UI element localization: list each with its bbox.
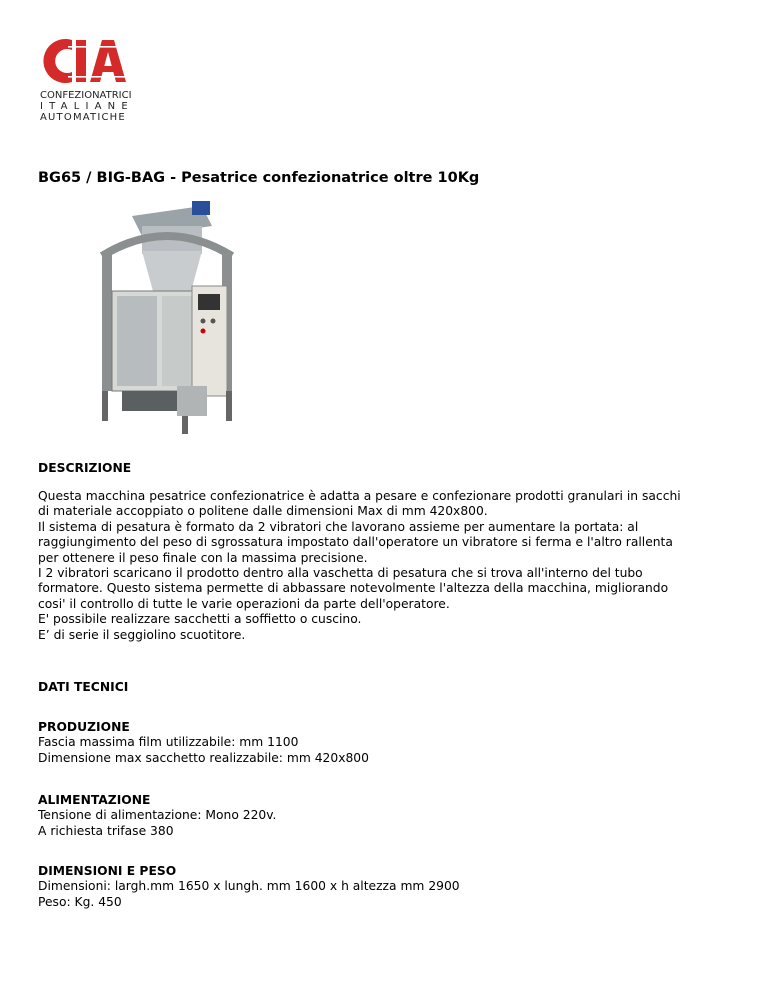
desc-line: formatore. Questo sistema permette di abbassare notevolmente l'altezza della macchina, migliorando [38, 581, 669, 596]
produzione-line: Fascia massima film utilizzabile: mm 1100 [38, 735, 299, 750]
cia-logo-mark [40, 36, 130, 86]
desc-line: raggiungimento del peso di sgrossatura impostato dall'operatore un vibratore si ferma e l'altro rallenta [38, 535, 673, 550]
descrizione-text [38, 489, 738, 643]
alimentazione-section [38, 793, 276, 839]
desc-line: E’ di serie il seggiolino scuotitore. [38, 627, 246, 642]
desc-line: Il sistema di pesatura è formato da 2 vibratori che lavorano assieme per aumentare la portata: al [38, 519, 639, 534]
desc-line: Questa macchina pesatrice confezionatrice è adatta a pesare e confezionare prodotti granulari in sacchi [38, 489, 681, 503]
logo-line-2: ITALIANE [40, 101, 134, 112]
alimentazione-line: Tensione di alimentazione: Mono 220v. [38, 808, 277, 823]
dimensioni-line: Dimensioni: largh.mm 1650 x lungh. mm 1600 x h altezza mm 2900 [38, 879, 460, 894]
produzione-heading: PRODUZIONE [38, 720, 130, 734]
machine-photo [82, 196, 252, 436]
descrizione-heading: DESCRIZIONE [38, 461, 132, 475]
logo-text [40, 90, 134, 123]
desc-line: di materiale accoppiato o politene dalle dimensioni Max di mm 420x800. [38, 504, 488, 519]
alimentazione-heading: ALIMENTAZIONE [38, 793, 151, 807]
produzione-section [38, 720, 369, 766]
logo-line-3: AUTOMATICHE [40, 112, 126, 123]
desc-line: I 2 vibratori scaricano il prodotto dentro alla vaschetta di pesatura che si trova all'interno del tubo [38, 566, 643, 581]
dimensioni-line: Peso: Kg. 450 [38, 894, 122, 909]
dimensioni-section [38, 864, 460, 910]
dimensioni-heading: DIMENSIONI E PESO [38, 864, 177, 878]
desc-line: cosi' il controllo di tutte le varie operazioni da parte dell'operatore. [38, 596, 450, 611]
dati-tecnici-heading: DATI TECNICI [38, 680, 129, 694]
desc-line: E' possibile realizzare sacchetti a soffietto o cuscino. [38, 612, 362, 627]
alimentazione-line: A richiesta trifase 380 [38, 823, 174, 838]
desc-line: per ottenere il peso finale con la massima precisione. [38, 550, 368, 565]
produzione-line: Dimensione max sacchetto realizzabile: mm 420x800 [38, 750, 369, 765]
page-title: BG65 / BIG-BAG - Pesatrice confezionatrice oltre 10Kg [38, 170, 480, 186]
logo-line-1: CONFEZIONATRICI [40, 90, 132, 101]
